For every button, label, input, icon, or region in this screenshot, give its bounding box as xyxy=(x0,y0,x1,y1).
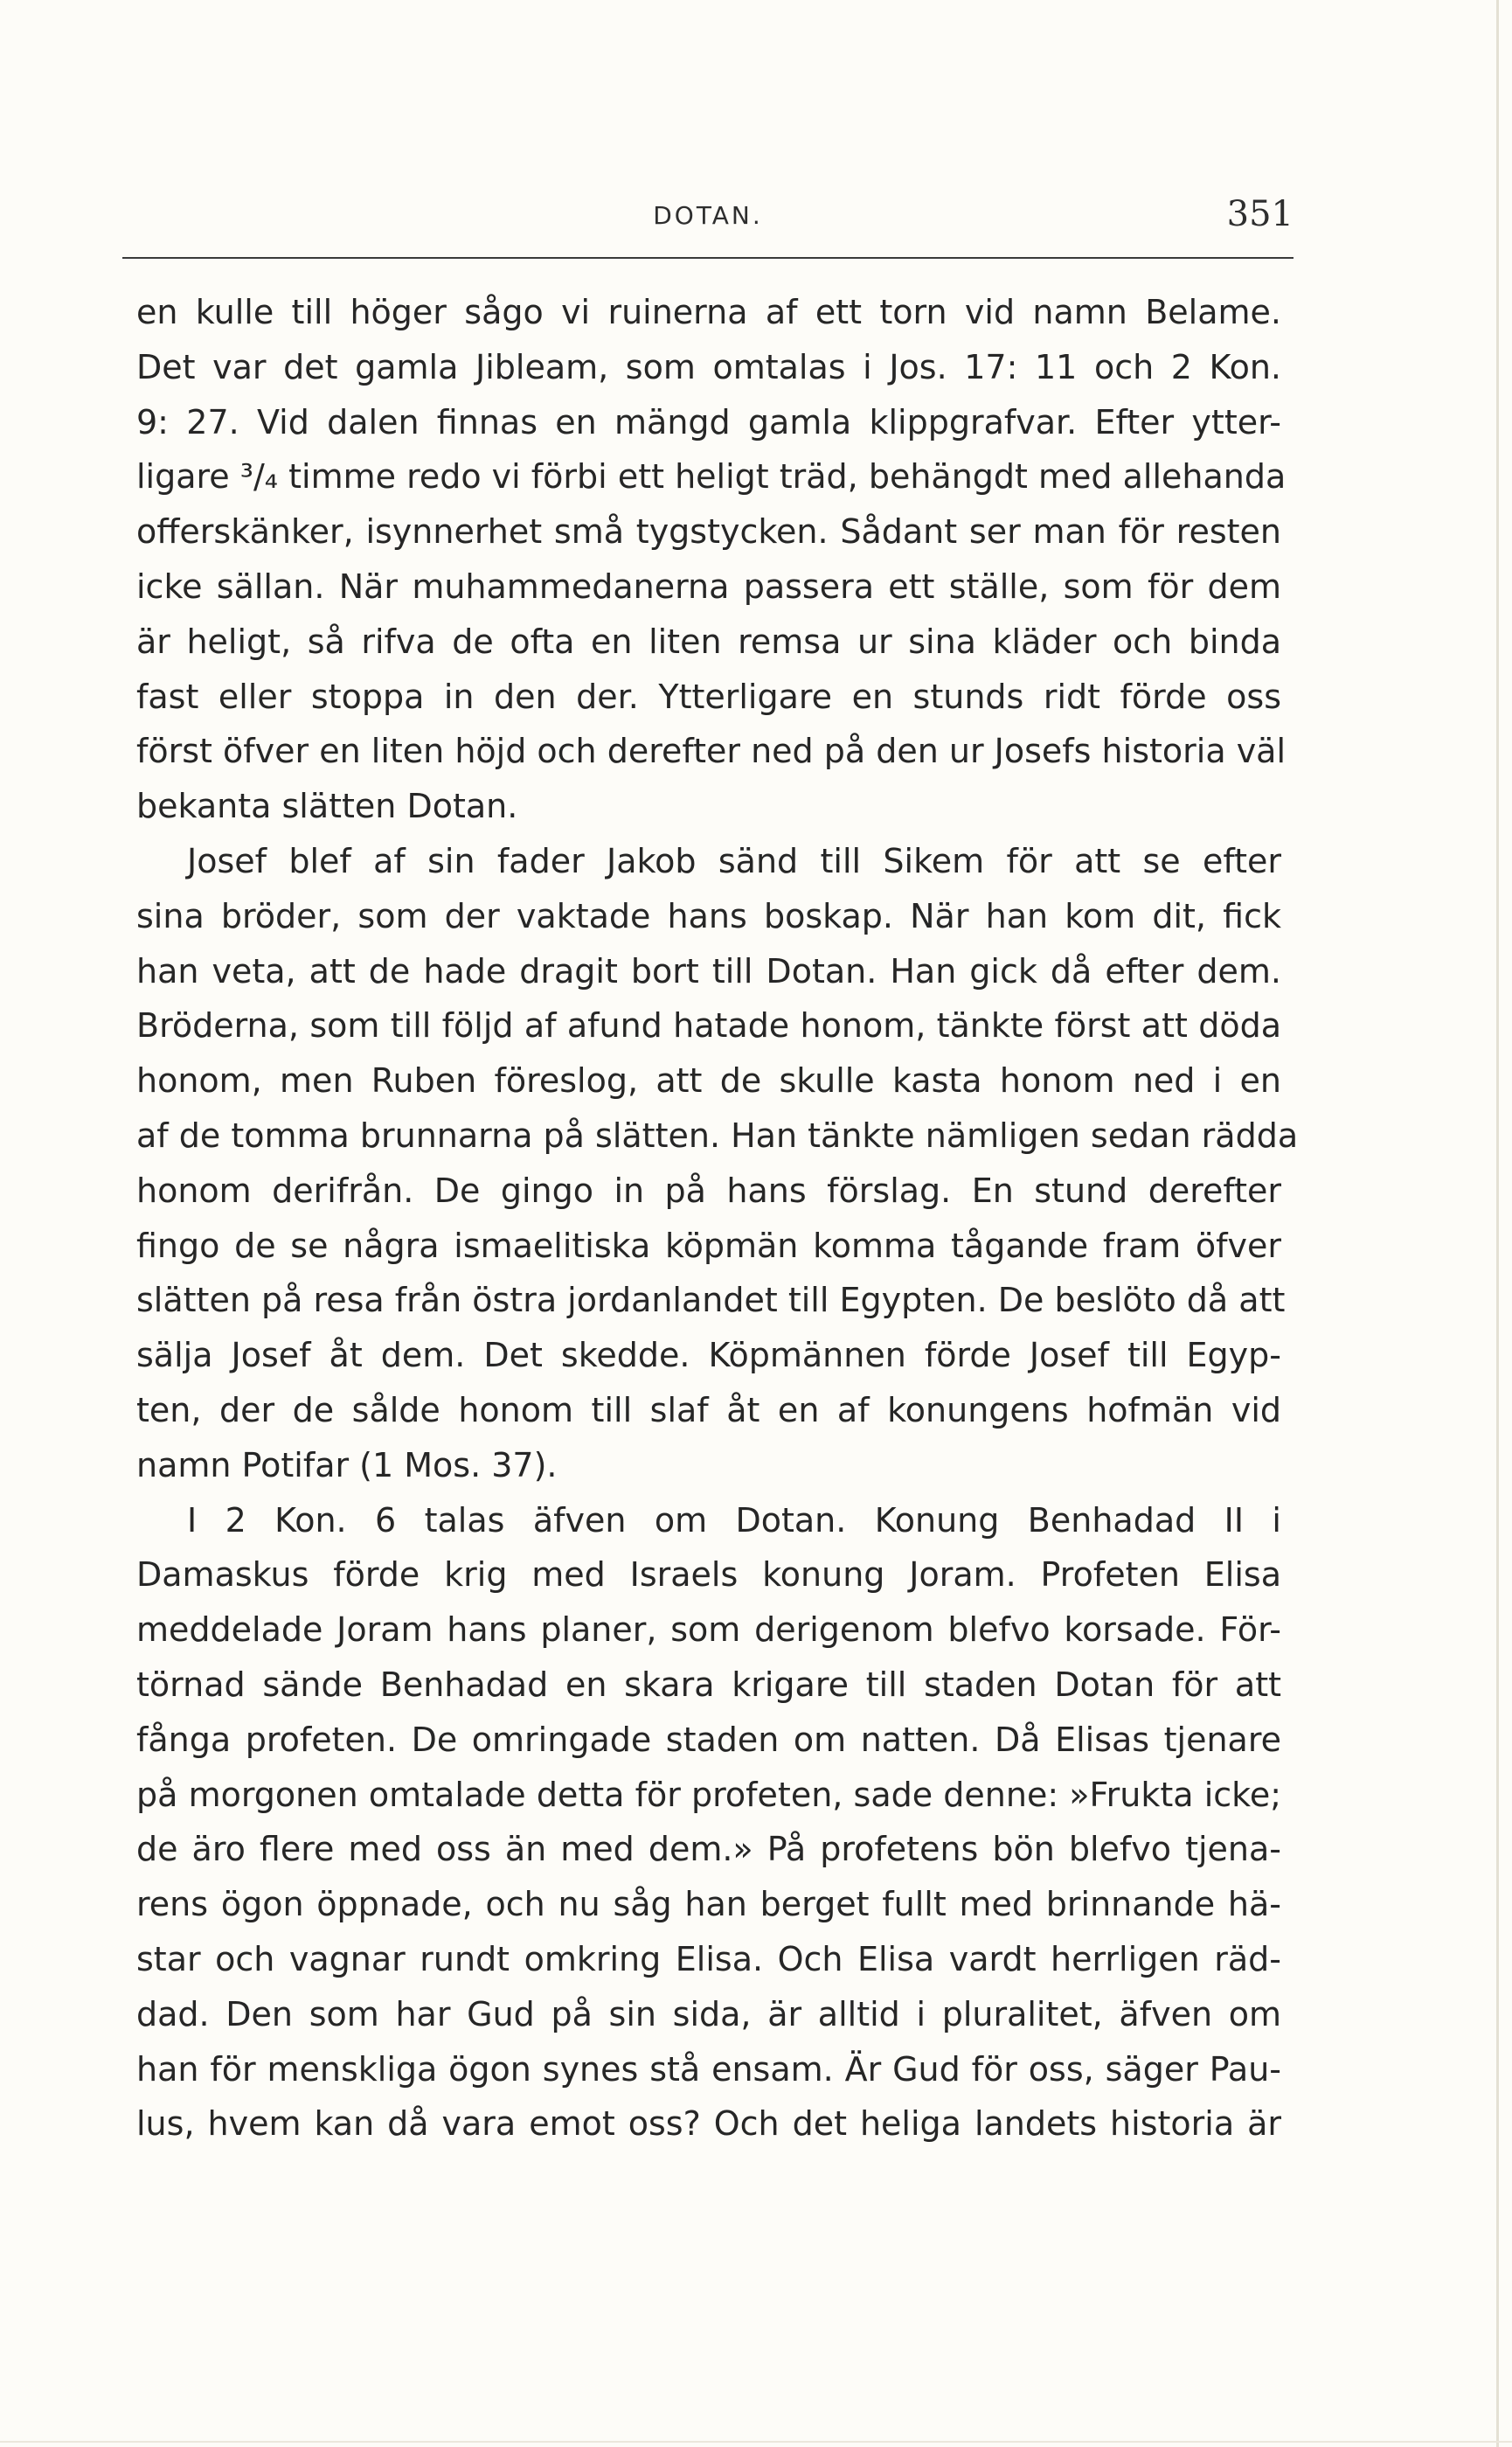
text-line: en kulle till höger sågo vi ruinerna af ett torn vid namn Belame. xyxy=(136,293,1281,331)
text-line: ten, der de sålde honom till slaf åt en af konungens hofmän vid xyxy=(136,1390,1281,1429)
header-rule xyxy=(122,257,1294,259)
text-line: offerskänker, isynnerhet små tygstycken. Sådant ser man för resten xyxy=(136,512,1281,552)
text-line: de äro flere med oss än med dem.» På profetens bön blefvo tjena- xyxy=(136,1830,1281,1869)
text-line: sina bröder, som der vaktade hans boskap. När han kom dit, fick xyxy=(136,896,1281,935)
text-line: är heligt, så rifva de ofta en liten remsa ur sina kläder och binda xyxy=(136,622,1281,661)
text-line: sälja Josef åt dem. Det skedde. Köpmännen förde Josef till Egyp- xyxy=(136,1336,1281,1375)
text-line: han för menskliga ögon synes stå ensam. Är Gud för oss, säger Pau- xyxy=(136,2049,1281,2089)
text-line: rens ögon öppnade, och nu såg han berget fullt med brinnande hä- xyxy=(136,1885,1281,1924)
text-line: fingo de se några ismaelitiska köpmän komma tågande fram öfver xyxy=(136,1226,1281,1265)
body-text xyxy=(136,285,1299,2152)
text-line: fånga profeten. De omringade staden om natten. Då Elisas tjenare xyxy=(136,1720,1281,1759)
text-line: star och vagnar rundt omkring Elisa. Och Elisa vardt herrligen räd- xyxy=(136,1939,1281,1978)
page-number: 351 xyxy=(1226,194,1294,234)
text-line: 9: 27. Vid dalen finnas en mängd gamla klippgrafvar. Efter ytter- xyxy=(136,402,1281,441)
text-line: törnad sände Benhadad en skara krigare till staden Dotan för att xyxy=(136,1665,1281,1704)
text-line: dad. Den som har Gud på sin sida, är alltid i pluralitet, äfven om xyxy=(136,1994,1281,2033)
text-line: slätten på resa från östra jordanlandet till Egypten. De beslöto då att xyxy=(136,1281,1286,1320)
page-edge-bottom xyxy=(0,2441,1512,2443)
text-line: af de tomma brunnarna på slätten. Han tänkte nämligen sedan rädda xyxy=(136,1116,1299,1155)
text-line: honom, men Ruben föreslog, att de skulle kasta honom ned i en xyxy=(136,1061,1281,1101)
text-line: ligare ³/₄ timme redo vi förbi ett heligt träd, behängdt med allehanda xyxy=(136,457,1287,497)
text-line: fast eller stoppa in den der. Ytterligare en stunds ridt förde oss xyxy=(136,677,1281,716)
text-line: meddelade Joram hans planer, som derigenom blefvo korsade. För- xyxy=(136,1610,1281,1650)
running-head: DOTAN. xyxy=(653,201,763,230)
text-line: Bröderna, som till följd af afund hatade honom, tänkte först att döda xyxy=(136,1006,1281,1046)
page-edge-right xyxy=(1496,0,1499,2447)
text-line: Damaskus förde krig med Israels konung Joram. Profeten Elisa xyxy=(136,1555,1281,1595)
text-line: på morgonen omtalade detta för profeten, sade denne: »Frukta icke; xyxy=(136,1775,1281,1814)
text-line: lus, hvem kan då vara emot oss? Och det heliga landets historia är xyxy=(136,2104,1281,2144)
text-line: bekanta slätten Dotan. xyxy=(136,787,518,826)
page-header xyxy=(122,194,1294,247)
paragraph-first-line: Josef blef af sin fader Jakob sänd till Sikem för att se efter xyxy=(187,841,1281,880)
text-line: först öfver en liten höjd och derefter ned på den ur Josefs historia väl xyxy=(136,732,1287,771)
text-line: Det var det gamla Jibleam, som omtalas i Jos. 17: 11 och 2 Kon. xyxy=(136,347,1281,386)
text-line: honom derifrån. De gingo in på hans förslag. En stund derefter xyxy=(136,1171,1281,1210)
text-line: icke sällan. När muhammedanerna passera ett ställe, som för dem xyxy=(136,567,1281,606)
paragraph-first-line: I 2 Kon. 6 talas äfven om Dotan. Konung Benhadad II i xyxy=(187,1500,1281,1540)
text-line: han veta, att de hade dragit bort till Dotan. Han gick då efter dem. xyxy=(136,951,1281,991)
text-line: namn Potifar (1 Mos. 37). xyxy=(136,1445,558,1484)
